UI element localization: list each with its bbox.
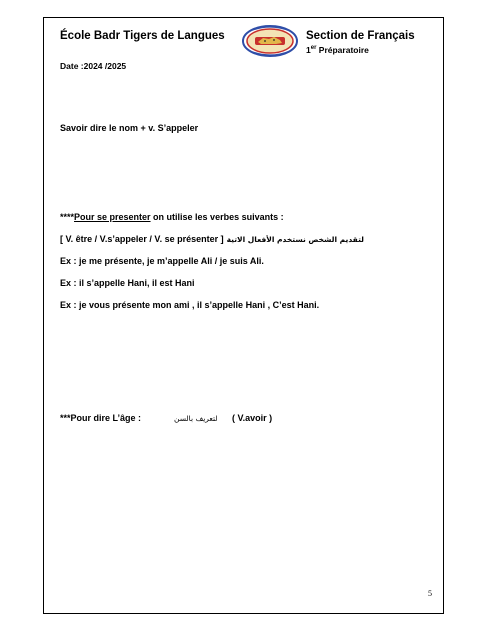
verbs-french: [ V. être / V.s’appeler / V. se présenter ]	[60, 234, 224, 244]
example-3: Ex : je vous présente mon ami , il s’appelle Hani , C’est Hani.	[60, 300, 320, 310]
level-number: 1	[306, 45, 311, 55]
age-arabic: لتعريف بالسن	[174, 414, 218, 423]
intro-prefix: ****	[60, 212, 75, 222]
lesson-topic: Savoir dire le nom + v. S’appeler	[60, 123, 199, 133]
level-superscript: er	[310, 45, 317, 52]
page-border	[43, 17, 444, 614]
introduction-line	[60, 212, 284, 222]
verbs-list	[60, 234, 364, 244]
school-year-date: Date :2024 /2025	[60, 61, 127, 71]
page-number: 5	[428, 589, 432, 598]
age-verb: ( V.avoir )	[232, 413, 273, 423]
school-name: École Badr Tigers de Langues	[60, 30, 225, 42]
age-heading: ***Pour dire L’âge :	[60, 413, 142, 423]
level-word: Préparatoire	[318, 45, 369, 55]
class-level	[306, 45, 369, 55]
example-1: Ex : je me présente, je m’appelle Ali / je suis Ali.	[60, 256, 264, 266]
example-2: Ex : il s’appelle Hani, il est Hani	[60, 278, 195, 288]
section-title: Section de Français	[306, 30, 415, 42]
intro-suffix: on utilise les verbes suivants :	[150, 212, 284, 222]
school-logo	[241, 24, 299, 58]
intro-underlined: Pour se presenter	[74, 212, 151, 222]
verbs-arabic: لتقديم الشخص نستخدم الأفعال الاتية	[226, 235, 364, 244]
